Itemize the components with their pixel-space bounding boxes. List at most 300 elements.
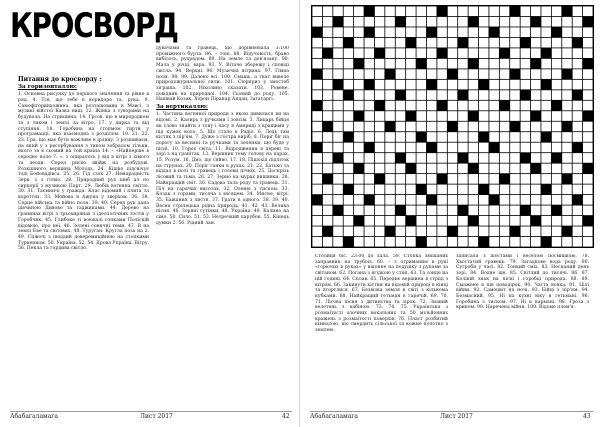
grid-answer-cell[interactable] xyxy=(312,226,322,236)
grid-answer-cell[interactable] xyxy=(510,27,520,37)
grid-answer-cell[interactable] xyxy=(531,132,541,142)
grid-answer-cell[interactable] xyxy=(437,195,447,205)
grid-answer-cell[interactable] xyxy=(573,216,583,226)
grid-answer-cell[interactable] xyxy=(458,59,468,69)
grid-answer-cell[interactable] xyxy=(458,174,468,184)
grid-answer-cell[interactable] xyxy=(323,153,333,163)
grid-answer-cell[interactable] xyxy=(583,237,593,247)
grid-answer-cell[interactable] xyxy=(448,164,458,174)
grid-answer-cell[interactable] xyxy=(541,101,551,111)
grid-answer-cell[interactable] xyxy=(479,226,489,236)
grid-answer-cell[interactable] xyxy=(562,205,572,215)
grid-answer-cell[interactable] xyxy=(448,216,458,226)
grid-answer-cell[interactable] xyxy=(489,6,499,16)
grid-answer-cell[interactable] xyxy=(531,80,541,90)
grid-answer-cell[interactable] xyxy=(562,185,572,195)
grid-answer-cell[interactable] xyxy=(531,38,541,48)
grid-answer-cell[interactable] xyxy=(375,216,385,226)
grid-answer-cell[interactable] xyxy=(427,6,437,16)
grid-answer-cell[interactable] xyxy=(552,143,562,153)
grid-answer-cell[interactable] xyxy=(562,48,572,58)
grid-answer-cell[interactable] xyxy=(406,185,416,195)
grid-answer-cell[interactable] xyxy=(583,80,593,90)
grid-answer-cell[interactable] xyxy=(562,164,572,174)
grid-answer-cell[interactable] xyxy=(344,6,354,16)
grid-answer-cell[interactable] xyxy=(437,38,447,48)
grid-answer-cell[interactable] xyxy=(500,80,510,90)
grid-answer-cell[interactable] xyxy=(510,237,520,247)
grid-answer-cell[interactable] xyxy=(573,48,583,58)
grid-answer-cell[interactable] xyxy=(448,143,458,153)
grid-answer-cell[interactable] xyxy=(396,195,406,205)
grid-answer-cell[interactable] xyxy=(416,195,426,205)
grid-answer-cell[interactable] xyxy=(416,111,426,121)
grid-answer-cell[interactable] xyxy=(333,6,343,16)
grid-answer-cell[interactable] xyxy=(583,38,593,48)
grid-answer-cell[interactable] xyxy=(323,205,333,215)
grid-answer-cell[interactable] xyxy=(500,90,510,100)
grid-answer-cell[interactable] xyxy=(489,80,499,90)
grid-answer-cell[interactable] xyxy=(396,101,406,111)
grid-answer-cell[interactable] xyxy=(583,48,593,58)
grid-answer-cell[interactable] xyxy=(500,153,510,163)
grid-answer-cell[interactable] xyxy=(406,59,416,69)
grid-answer-cell[interactable] xyxy=(406,205,416,215)
grid-answer-cell[interactable] xyxy=(541,38,551,48)
grid-answer-cell[interactable] xyxy=(469,101,479,111)
grid-answer-cell[interactable] xyxy=(562,143,572,153)
grid-answer-cell[interactable] xyxy=(531,205,541,215)
grid-answer-cell[interactable] xyxy=(448,38,458,48)
grid-answer-cell[interactable] xyxy=(469,80,479,90)
grid-answer-cell[interactable] xyxy=(583,27,593,37)
grid-answer-cell[interactable] xyxy=(521,6,531,16)
grid-answer-cell[interactable] xyxy=(406,6,416,16)
grid-answer-cell[interactable] xyxy=(521,111,531,121)
grid-answer-cell[interactable] xyxy=(583,205,593,215)
grid-answer-cell[interactable] xyxy=(437,153,447,163)
grid-answer-cell[interactable] xyxy=(406,153,416,163)
grid-answer-cell[interactable] xyxy=(375,164,385,174)
grid-answer-cell[interactable] xyxy=(458,164,468,174)
grid-answer-cell[interactable] xyxy=(312,38,322,48)
grid-answer-cell[interactable] xyxy=(552,237,562,247)
grid-answer-cell[interactable] xyxy=(333,185,343,195)
grid-answer-cell[interactable] xyxy=(323,38,333,48)
grid-answer-cell[interactable] xyxy=(364,38,374,48)
grid-answer-cell[interactable] xyxy=(312,90,322,100)
grid-answer-cell[interactable] xyxy=(333,69,343,79)
grid-answer-cell[interactable] xyxy=(479,205,489,215)
grid-answer-cell[interactable] xyxy=(469,174,479,184)
grid-answer-cell[interactable] xyxy=(354,153,364,163)
grid-answer-cell[interactable] xyxy=(500,216,510,226)
grid-answer-cell[interactable] xyxy=(510,90,520,100)
grid-answer-cell[interactable] xyxy=(396,38,406,48)
grid-answer-cell[interactable] xyxy=(427,205,437,215)
grid-answer-cell[interactable] xyxy=(479,164,489,174)
grid-answer-cell[interactable] xyxy=(448,111,458,121)
grid-answer-cell[interactable] xyxy=(500,111,510,121)
grid-answer-cell[interactable] xyxy=(541,69,551,79)
grid-answer-cell[interactable] xyxy=(469,48,479,58)
grid-answer-cell[interactable] xyxy=(541,27,551,37)
grid-answer-cell[interactable] xyxy=(521,164,531,174)
grid-answer-cell[interactable] xyxy=(541,153,551,163)
grid-answer-cell[interactable] xyxy=(354,6,364,16)
grid-answer-cell[interactable] xyxy=(375,17,385,27)
grid-answer-cell[interactable] xyxy=(323,143,333,153)
grid-answer-cell[interactable] xyxy=(406,80,416,90)
grid-answer-cell[interactable] xyxy=(364,205,374,215)
grid-answer-cell[interactable] xyxy=(344,17,354,27)
grid-answer-cell[interactable] xyxy=(312,237,322,247)
grid-answer-cell[interactable] xyxy=(541,164,551,174)
grid-answer-cell[interactable] xyxy=(489,59,499,69)
grid-answer-cell[interactable] xyxy=(406,69,416,79)
grid-answer-cell[interactable] xyxy=(562,17,572,27)
grid-answer-cell[interactable] xyxy=(333,48,343,58)
grid-answer-cell[interactable] xyxy=(427,122,437,132)
grid-answer-cell[interactable] xyxy=(500,164,510,174)
grid-answer-cell[interactable] xyxy=(406,17,416,27)
grid-answer-cell[interactable] xyxy=(521,17,531,27)
grid-answer-cell[interactable] xyxy=(333,27,343,37)
grid-answer-cell[interactable] xyxy=(385,38,395,48)
grid-answer-cell[interactable] xyxy=(406,48,416,58)
grid-answer-cell[interactable] xyxy=(364,101,374,111)
grid-answer-cell[interactable] xyxy=(385,164,395,174)
grid-answer-cell[interactable] xyxy=(354,205,364,215)
grid-answer-cell[interactable] xyxy=(416,90,426,100)
grid-answer-cell[interactable] xyxy=(354,185,364,195)
grid-answer-cell[interactable] xyxy=(552,48,562,58)
grid-answer-cell[interactable] xyxy=(448,185,458,195)
grid-answer-cell[interactable] xyxy=(500,6,510,16)
grid-answer-cell[interactable] xyxy=(375,132,385,142)
grid-answer-cell[interactable] xyxy=(364,164,374,174)
grid-answer-cell[interactable] xyxy=(344,205,354,215)
grid-answer-cell[interactable] xyxy=(396,143,406,153)
grid-answer-cell[interactable] xyxy=(583,101,593,111)
grid-answer-cell[interactable] xyxy=(323,111,333,121)
grid-answer-cell[interactable] xyxy=(573,69,583,79)
grid-answer-cell[interactable] xyxy=(354,90,364,100)
grid-answer-cell[interactable] xyxy=(375,59,385,69)
grid-answer-cell[interactable] xyxy=(562,111,572,121)
grid-answer-cell[interactable] xyxy=(437,80,447,90)
grid-answer-cell[interactable] xyxy=(396,174,406,184)
grid-answer-cell[interactable] xyxy=(312,216,322,226)
grid-answer-cell[interactable] xyxy=(552,226,562,236)
grid-answer-cell[interactable] xyxy=(406,132,416,142)
grid-answer-cell[interactable] xyxy=(500,69,510,79)
grid-answer-cell[interactable] xyxy=(489,205,499,215)
grid-answer-cell[interactable] xyxy=(437,226,447,236)
grid-answer-cell[interactable] xyxy=(469,38,479,48)
grid-answer-cell[interactable] xyxy=(531,122,541,132)
grid-answer-cell[interactable] xyxy=(375,38,385,48)
grid-answer-cell[interactable] xyxy=(469,143,479,153)
grid-answer-cell[interactable] xyxy=(562,101,572,111)
grid-answer-cell[interactable] xyxy=(375,237,385,247)
grid-answer-cell[interactable] xyxy=(437,111,447,121)
grid-answer-cell[interactable] xyxy=(354,122,364,132)
grid-answer-cell[interactable] xyxy=(521,122,531,132)
grid-answer-cell[interactable] xyxy=(437,216,447,226)
grid-answer-cell[interactable] xyxy=(323,132,333,142)
grid-answer-cell[interactable] xyxy=(541,6,551,16)
grid-answer-cell[interactable] xyxy=(500,132,510,142)
grid-answer-cell[interactable] xyxy=(312,174,322,184)
grid-answer-cell[interactable] xyxy=(375,111,385,121)
grid-answer-cell[interactable] xyxy=(344,111,354,121)
grid-answer-cell[interactable] xyxy=(427,237,437,247)
grid-answer-cell[interactable] xyxy=(427,153,437,163)
grid-answer-cell[interactable] xyxy=(541,216,551,226)
grid-answer-cell[interactable] xyxy=(364,48,374,58)
grid-answer-cell[interactable] xyxy=(562,195,572,205)
grid-answer-cell[interactable] xyxy=(416,69,426,79)
grid-answer-cell[interactable] xyxy=(489,48,499,58)
grid-answer-cell[interactable] xyxy=(489,185,499,195)
grid-answer-cell[interactable] xyxy=(375,69,385,79)
grid-answer-cell[interactable] xyxy=(354,48,364,58)
grid-answer-cell[interactable] xyxy=(354,226,364,236)
grid-answer-cell[interactable] xyxy=(552,185,562,195)
grid-answer-cell[interactable] xyxy=(416,122,426,132)
grid-answer-cell[interactable] xyxy=(458,48,468,58)
grid-answer-cell[interactable] xyxy=(437,237,447,247)
grid-answer-cell[interactable] xyxy=(437,17,447,27)
grid-answer-cell[interactable] xyxy=(385,90,395,100)
grid-answer-cell[interactable] xyxy=(510,174,520,184)
grid-answer-cell[interactable] xyxy=(521,80,531,90)
grid-answer-cell[interactable] xyxy=(541,90,551,100)
grid-answer-cell[interactable] xyxy=(583,226,593,236)
grid-answer-cell[interactable] xyxy=(416,164,426,174)
grid-answer-cell[interactable] xyxy=(323,195,333,205)
grid-answer-cell[interactable] xyxy=(479,6,489,16)
grid-answer-cell[interactable] xyxy=(427,17,437,27)
grid-answer-cell[interactable] xyxy=(416,101,426,111)
grid-answer-cell[interactable] xyxy=(364,216,374,226)
grid-answer-cell[interactable] xyxy=(562,80,572,90)
grid-answer-cell[interactable] xyxy=(344,164,354,174)
grid-answer-cell[interactable] xyxy=(552,6,562,16)
grid-answer-cell[interactable] xyxy=(416,6,426,16)
grid-answer-cell[interactable] xyxy=(364,153,374,163)
grid-answer-cell[interactable] xyxy=(510,59,520,69)
grid-answer-cell[interactable] xyxy=(375,143,385,153)
grid-answer-cell[interactable] xyxy=(385,6,395,16)
grid-answer-cell[interactable] xyxy=(364,90,374,100)
grid-answer-cell[interactable] xyxy=(396,27,406,37)
grid-answer-cell[interactable] xyxy=(448,205,458,215)
grid-answer-cell[interactable] xyxy=(437,132,447,142)
grid-answer-cell[interactable] xyxy=(573,111,583,121)
grid-answer-cell[interactable] xyxy=(333,38,343,48)
grid-answer-cell[interactable] xyxy=(562,38,572,48)
grid-answer-cell[interactable] xyxy=(479,101,489,111)
grid-answer-cell[interactable] xyxy=(583,6,593,16)
grid-answer-cell[interactable] xyxy=(427,101,437,111)
grid-answer-cell[interactable] xyxy=(541,17,551,27)
grid-answer-cell[interactable] xyxy=(552,17,562,27)
grid-answer-cell[interactable] xyxy=(573,6,583,16)
grid-answer-cell[interactable] xyxy=(333,216,343,226)
grid-answer-cell[interactable] xyxy=(448,195,458,205)
grid-answer-cell[interactable] xyxy=(375,6,385,16)
grid-answer-cell[interactable] xyxy=(354,38,364,48)
grid-answer-cell[interactable] xyxy=(573,132,583,142)
grid-answer-cell[interactable] xyxy=(427,69,437,79)
grid-answer-cell[interactable] xyxy=(541,205,551,215)
grid-answer-cell[interactable] xyxy=(364,174,374,184)
grid-answer-cell[interactable] xyxy=(385,153,395,163)
grid-answer-cell[interactable] xyxy=(375,122,385,132)
grid-answer-cell[interactable] xyxy=(448,153,458,163)
grid-answer-cell[interactable] xyxy=(479,48,489,58)
grid-answer-cell[interactable] xyxy=(479,122,489,132)
grid-answer-cell[interactable] xyxy=(510,185,520,195)
grid-answer-cell[interactable] xyxy=(458,27,468,37)
grid-answer-cell[interactable] xyxy=(323,6,333,16)
grid-answer-cell[interactable] xyxy=(510,111,520,121)
grid-answer-cell[interactable] xyxy=(489,174,499,184)
grid-answer-cell[interactable] xyxy=(312,205,322,215)
grid-answer-cell[interactable] xyxy=(458,226,468,236)
grid-answer-cell[interactable] xyxy=(375,205,385,215)
grid-answer-cell[interactable] xyxy=(385,205,395,215)
grid-answer-cell[interactable] xyxy=(469,27,479,37)
grid-answer-cell[interactable] xyxy=(479,153,489,163)
grid-answer-cell[interactable] xyxy=(427,38,437,48)
grid-answer-cell[interactable] xyxy=(531,195,541,205)
grid-answer-cell[interactable] xyxy=(385,27,395,37)
grid-answer-cell[interactable] xyxy=(489,17,499,27)
grid-answer-cell[interactable] xyxy=(552,195,562,205)
grid-answer-cell[interactable] xyxy=(521,132,531,142)
grid-answer-cell[interactable] xyxy=(552,122,562,132)
grid-answer-cell[interactable] xyxy=(437,185,447,195)
grid-answer-cell[interactable] xyxy=(344,153,354,163)
grid-answer-cell[interactable] xyxy=(510,164,520,174)
grid-answer-cell[interactable] xyxy=(364,132,374,142)
grid-answer-cell[interactable] xyxy=(416,205,426,215)
grid-answer-cell[interactable] xyxy=(323,17,333,27)
grid-answer-cell[interactable] xyxy=(344,174,354,184)
grid-answer-cell[interactable] xyxy=(385,59,395,69)
grid-answer-cell[interactable] xyxy=(406,101,416,111)
grid-answer-cell[interactable] xyxy=(552,132,562,142)
grid-answer-cell[interactable] xyxy=(469,195,479,205)
grid-answer-cell[interactable] xyxy=(489,111,499,121)
grid-answer-cell[interactable] xyxy=(531,90,541,100)
grid-answer-cell[interactable] xyxy=(510,132,520,142)
grid-answer-cell[interactable] xyxy=(416,153,426,163)
grid-answer-cell[interactable] xyxy=(385,237,395,247)
grid-answer-cell[interactable] xyxy=(416,226,426,236)
grid-answer-cell[interactable] xyxy=(573,205,583,215)
grid-answer-cell[interactable] xyxy=(354,80,364,90)
grid-answer-cell[interactable] xyxy=(583,69,593,79)
grid-answer-cell[interactable] xyxy=(396,216,406,226)
grid-answer-cell[interactable] xyxy=(500,226,510,236)
grid-answer-cell[interactable] xyxy=(375,80,385,90)
grid-answer-cell[interactable] xyxy=(396,80,406,90)
grid-answer-cell[interactable] xyxy=(396,6,406,16)
grid-answer-cell[interactable] xyxy=(489,90,499,100)
grid-answer-cell[interactable] xyxy=(364,59,374,69)
grid-answer-cell[interactable] xyxy=(406,143,416,153)
grid-answer-cell[interactable] xyxy=(469,185,479,195)
grid-answer-cell[interactable] xyxy=(427,226,437,236)
grid-answer-cell[interactable] xyxy=(458,80,468,90)
grid-answer-cell[interactable] xyxy=(479,216,489,226)
grid-answer-cell[interactable] xyxy=(416,143,426,153)
grid-answer-cell[interactable] xyxy=(479,38,489,48)
grid-answer-cell[interactable] xyxy=(583,143,593,153)
grid-answer-cell[interactable] xyxy=(469,132,479,142)
grid-answer-cell[interactable] xyxy=(521,143,531,153)
grid-answer-cell[interactable] xyxy=(448,6,458,16)
grid-answer-cell[interactable] xyxy=(312,164,322,174)
grid-answer-cell[interactable] xyxy=(333,59,343,69)
grid-answer-cell[interactable] xyxy=(541,111,551,121)
grid-answer-cell[interactable] xyxy=(479,174,489,184)
grid-answer-cell[interactable] xyxy=(510,153,520,163)
grid-answer-cell[interactable] xyxy=(323,69,333,79)
grid-answer-cell[interactable] xyxy=(500,195,510,205)
grid-answer-cell[interactable] xyxy=(364,69,374,79)
grid-answer-cell[interactable] xyxy=(375,195,385,205)
grid-answer-cell[interactable] xyxy=(323,59,333,69)
grid-answer-cell[interactable] xyxy=(448,48,458,58)
grid-answer-cell[interactable] xyxy=(479,27,489,37)
grid-answer-cell[interactable] xyxy=(479,59,489,69)
grid-answer-cell[interactable] xyxy=(385,216,395,226)
grid-answer-cell[interactable] xyxy=(396,164,406,174)
grid-answer-cell[interactable] xyxy=(573,237,583,247)
grid-answer-cell[interactable] xyxy=(406,122,416,132)
grid-answer-cell[interactable] xyxy=(562,59,572,69)
grid-answer-cell[interactable] xyxy=(437,90,447,100)
grid-answer-cell[interactable] xyxy=(396,132,406,142)
grid-answer-cell[interactable] xyxy=(489,153,499,163)
grid-answer-cell[interactable] xyxy=(354,17,364,27)
grid-answer-cell[interactable] xyxy=(427,185,437,195)
grid-answer-cell[interactable] xyxy=(521,48,531,58)
grid-answer-cell[interactable] xyxy=(416,216,426,226)
grid-answer-cell[interactable] xyxy=(469,237,479,247)
grid-answer-cell[interactable] xyxy=(479,143,489,153)
grid-answer-cell[interactable] xyxy=(583,174,593,184)
grid-answer-cell[interactable] xyxy=(344,122,354,132)
grid-answer-cell[interactable] xyxy=(552,59,562,69)
grid-answer-cell[interactable] xyxy=(458,111,468,121)
grid-answer-cell[interactable] xyxy=(333,237,343,247)
grid-answer-cell[interactable] xyxy=(510,216,520,226)
grid-answer-cell[interactable] xyxy=(458,17,468,27)
grid-answer-cell[interactable] xyxy=(469,90,479,100)
grid-answer-cell[interactable] xyxy=(375,226,385,236)
grid-answer-cell[interactable] xyxy=(458,122,468,132)
grid-answer-cell[interactable] xyxy=(312,59,322,69)
grid-answer-cell[interactable] xyxy=(458,69,468,79)
grid-answer-cell[interactable] xyxy=(375,27,385,37)
grid-answer-cell[interactable] xyxy=(396,185,406,195)
